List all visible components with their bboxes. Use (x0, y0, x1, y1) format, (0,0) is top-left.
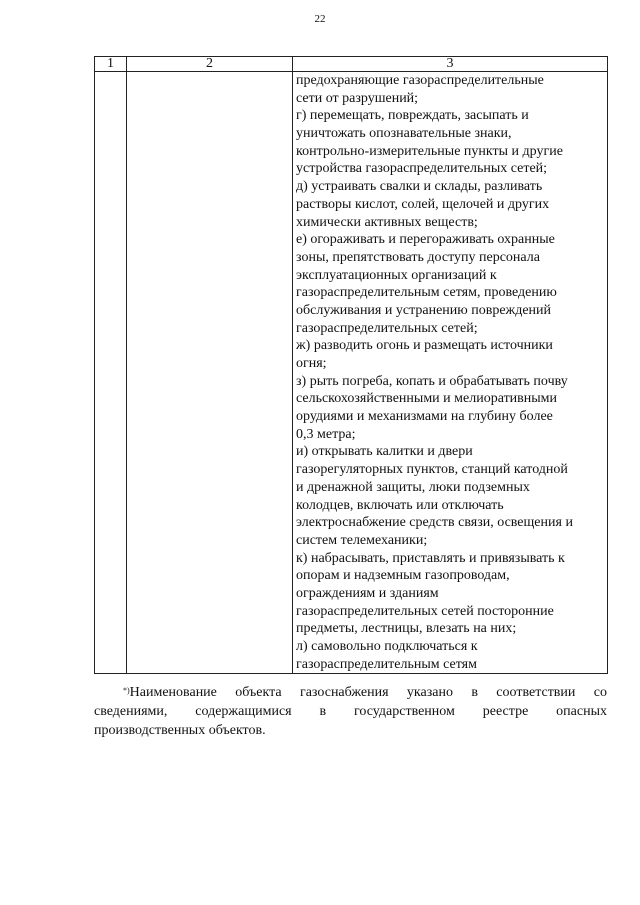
text-line: устройства газораспределительных сетей; (296, 161, 548, 177)
text-line: сети от разрушений; (296, 90, 419, 106)
text-line: ограждениям и зданиям (296, 585, 439, 601)
text-line: химически активных веществ; (296, 214, 478, 230)
text-line: 0,3 метра; (296, 426, 356, 442)
text-line: опорам и надземным газопроводам, (296, 568, 510, 584)
text-line: предохраняющие газораспределительные (296, 73, 544, 88)
prohibitions-text (293, 72, 607, 673)
text-line: л) самовольно подключаться к (296, 639, 478, 654)
text-line: д) устраивать свалки и склады, разливать (296, 179, 543, 195)
text-line: и дренажной защиты, люки подземных (296, 479, 530, 495)
text-line: и) открывать калитки и двери (296, 444, 473, 460)
table-cell-col1 (95, 72, 127, 674)
text-line: обслуживания и устранению повреждений (296, 302, 552, 318)
text-line: г) перемещать, повреждать, засыпать и (296, 108, 529, 124)
text-line: з) рыть погреба, копать и обрабатывать почву (296, 373, 568, 389)
text-line: к) набрасывать, приставлять и привязывать к (296, 550, 565, 566)
text-line: огня; (296, 356, 327, 371)
footnote-line-2: сведениями, содержащимися в государственном реестре опасных (94, 704, 607, 719)
footnote-line-3: производственных объектов. (94, 723, 266, 738)
text-line: орудиями и механизмами на глубину более (296, 409, 553, 425)
text-line: эксплуатационных организаций к (296, 267, 497, 283)
text-line: колодцев, включать или отключать (296, 497, 504, 513)
text-line: газораспределительных сетей посторонние (296, 603, 554, 619)
text-line: систем телемеханики; (296, 532, 428, 548)
column-header-2: 2 (127, 57, 293, 72)
footnote-marker: *) (123, 686, 130, 695)
table-header-row (95, 57, 608, 72)
text-line: зоны, препятствовать доступу персонала (296, 249, 540, 265)
text-line: газораспределительным сетям, проведению (296, 285, 557, 301)
page-number: 22 (314, 13, 326, 25)
text-line: растворы кислот, солей, щелочей и других (296, 196, 550, 212)
text-line: сельскохозяйственными и мелиоративными (296, 391, 558, 407)
text-line: уничтожать опознавательные знаки, (296, 126, 512, 142)
table-cell-col2 (127, 72, 293, 674)
text-line: е) огораживать и перегораживать охранные (296, 232, 555, 248)
table-row (95, 72, 608, 674)
text-line: газораспределительных сетей; (296, 320, 478, 336)
text-line: газорегуляторных пунктов, станций катодной (296, 462, 568, 478)
footnote (94, 683, 607, 740)
text-line: предметы, лестницы, влезать на них; (296, 621, 517, 637)
footnote-text-1: Наименование объекта газоснабжения указано в соответствии со (129, 685, 607, 700)
column-header-1: 1 (95, 57, 127, 72)
text-line: ж) разводить огонь и размещать источники (296, 338, 553, 354)
text-line: электроснабжение средств связи, освещения и (296, 515, 573, 531)
column-header-3: 3 (293, 57, 608, 72)
text-line: контрольно-измерительные пункты и другие (296, 143, 563, 159)
footnote-line-1 (94, 683, 607, 702)
table-cell-col3 (293, 72, 608, 674)
text-line: газораспределительным сетям (296, 656, 477, 672)
document-table (94, 56, 608, 674)
